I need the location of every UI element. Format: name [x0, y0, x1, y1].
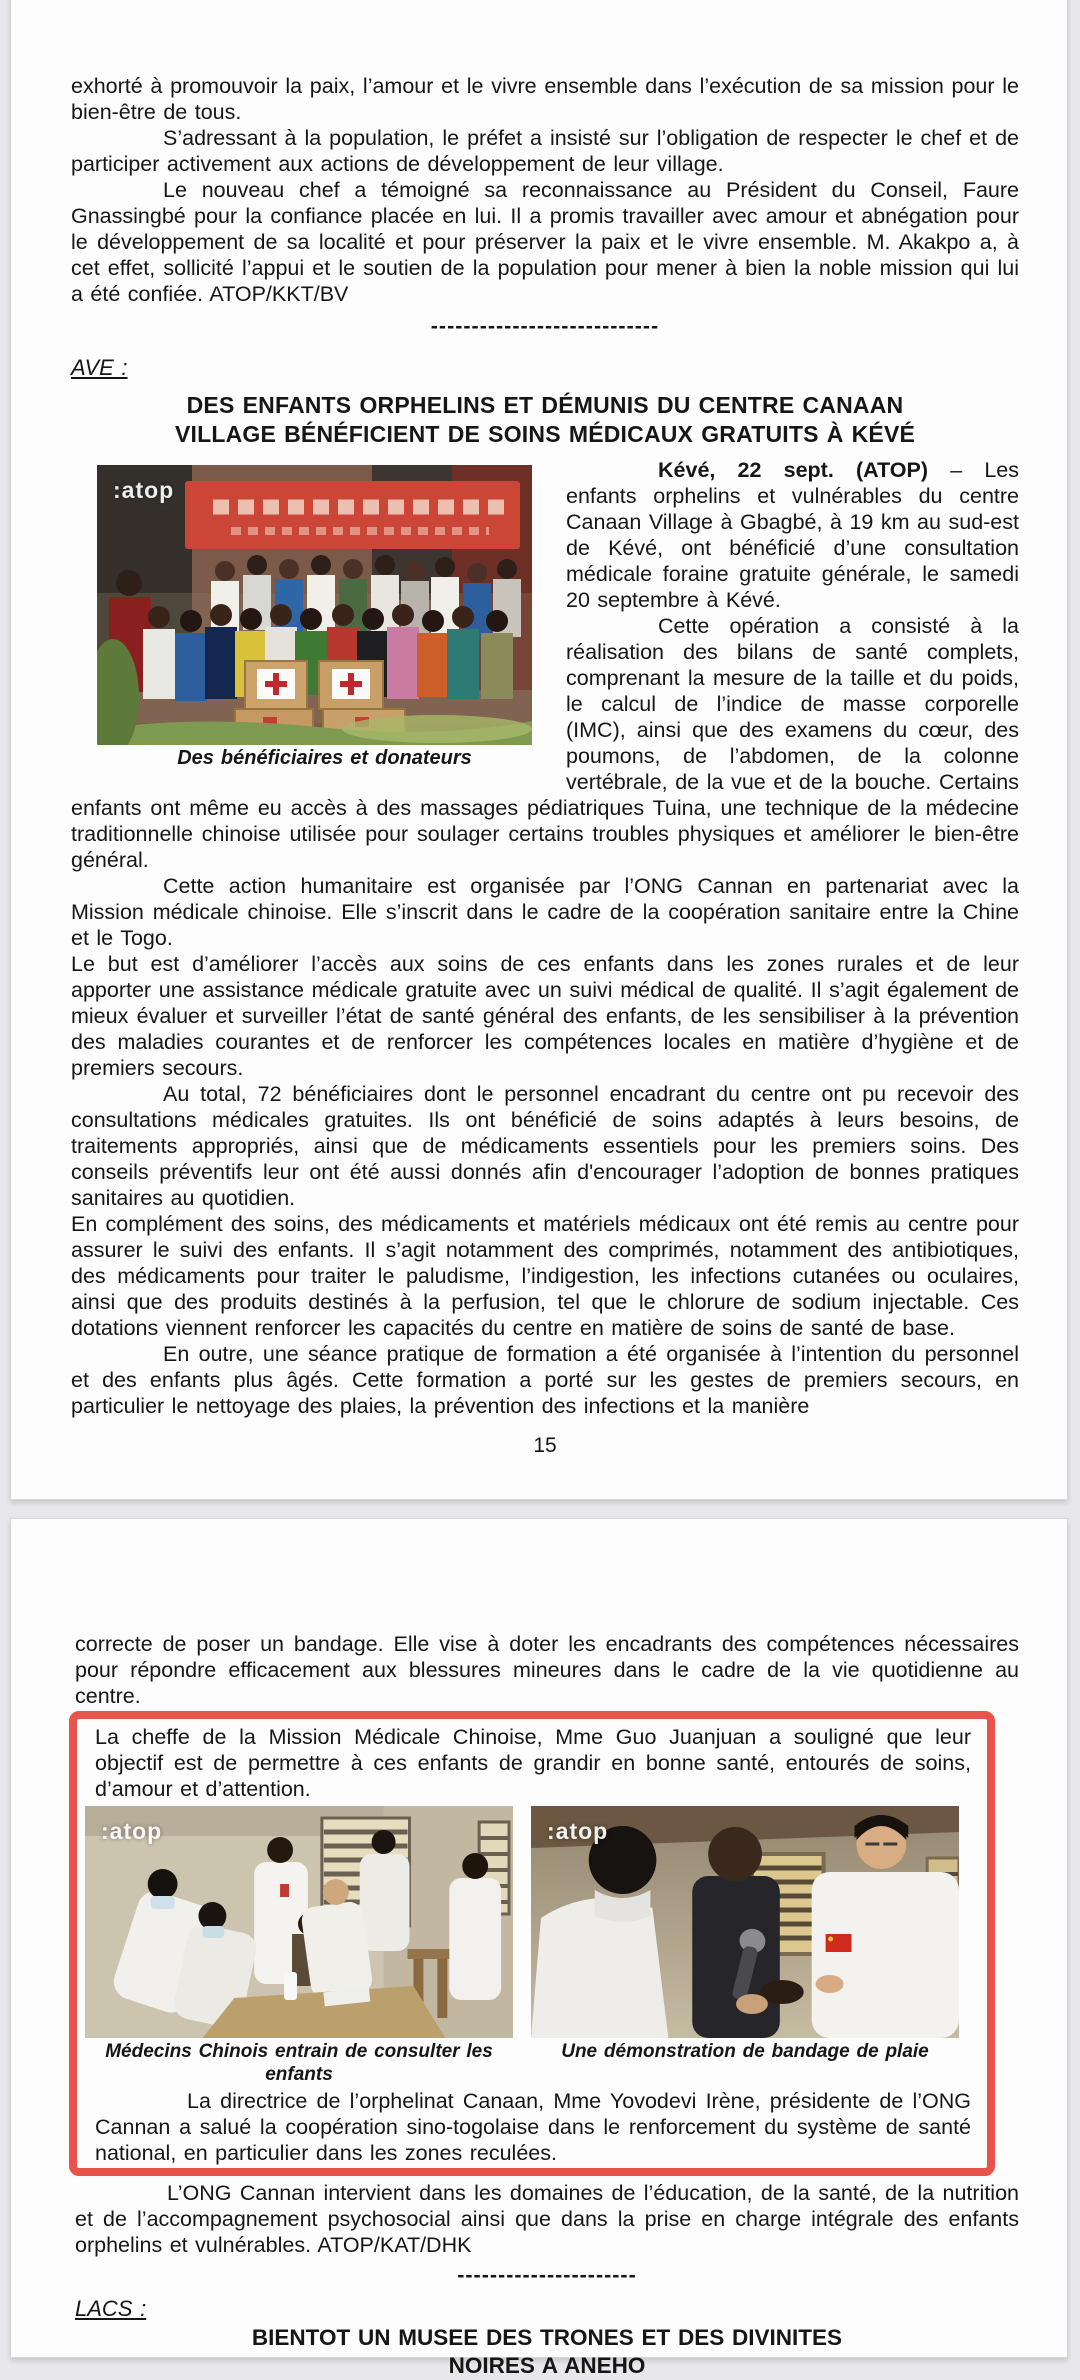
dateline-rest: – Les enfants orphelins et vulnérables du centre Canaan Village à Gbagbé, à 19 km au sud-est de Kévé, ont bénéficié d’une consultation médicale foraine gratuite générale, le samedi 20 septembre à Kévé. — [566, 458, 1019, 612]
photo-bandage-demo — [531, 1806, 959, 2086]
document-page-2 — [10, 1518, 1068, 2378]
photo-bandage-image — [531, 1806, 959, 2038]
paragraph: La directrice de l’orphelinat Canaan, Mme Yovodevi Irène, présidente de l’ONG Cannan a salué la coopération sino-togolaise dans le renforcement du système de santé national, en particulier dans les zones reculées. — [95, 2089, 971, 2165]
section-label-ave: AVE : — [71, 355, 128, 380]
atop-watermark: :atop — [101, 1818, 163, 1844]
photo-group-wrap — [97, 465, 552, 770]
atop-watermark: :atop — [547, 1818, 609, 1844]
paragraph: En complément des soins, des médicaments et matériels médicaux ont été remis au centre pour assurer le suivi des enfants. Il s’agit notamment des comprimés, notamment des antibiotiques, des médicaments pour traiter le paludisme, l’indigestion, les infections cutanées ou oculaires, ainsi que des produits destinés à la perfusion, tel que le chlorure de sodium injectable. Ces dotations viennent renforcer les capacités du centre en matière de soins de santé de base. — [71, 1212, 1019, 1340]
photo-beneficiaries — [97, 465, 552, 770]
paragraph: exhorté à promouvoir la paix, l’amour et le vivre ensemble dans l’exécution de sa mission pour le bien-être de tous. — [71, 74, 1019, 124]
page1-content — [11, 0, 1067, 1459]
page-number: 15 — [533, 1434, 557, 1457]
paragraph: Cette opération a consisté à la réalisation des bilans de santé complets, comprenant la mesure de la taille et du poids, le calcul de l’indice de masse corporelle (IMC), ainsi que des examens du cœur, des poumons, de l’abdomen, de la colonne vertébrale, de la vue et de la bouche. Certains enfants ont même eu accès à des massages pédiatriques Tuina, une technique de la médecine traditionnelle chinoise utilisée pour soulager certains troubles physiques et améliorer le bien-être général. — [71, 614, 1019, 872]
photo-caption-left: Médecins Chinois entrain de consulter les enfants — [105, 2041, 493, 2085]
article-headline: DES ENFANTS ORPHELINS ET DÉMUNIS DU CENTRE CANAAN VILLAGE BÉNÉFICIENT DE SOINS MÉDICAUX GRATUITS À KÉVÉ — [174, 392, 916, 447]
photo-beneficiaries-image — [97, 465, 532, 745]
next-article-headline: BIENTOT UN MUSEE DES TRONES ET DES DIVINITES NOIRES A ANEHO — [251, 2325, 843, 2378]
paragraph: Cette action humanitaire est organisée par l’ONG Cannan en partenariat avec la Mission médicale chinoise. Elle s’inscrit dans le cadre de la coopération sanitaire entre la Chine et le Togo. — [71, 874, 1019, 950]
paragraph: Au total, 72 bénéficiaires dont le personnel encadrant du centre ont pu recevoir des consultations médicales gratuites. Ils ont bénéficié de soins adaptés à leurs besoins, de traitements appropriés, ainsi que de médicaments essentiels pour les premiers soins. Des conseils préventifs leur ont été aussi donnés afin d'encourager l’adoption de bonnes pratiques sanitaires au quotidien. — [71, 1082, 1019, 1210]
photo-caption-right: Une démonstration de bandage de plaie — [561, 2041, 929, 2062]
separator-dashes: ---------------------- — [457, 2263, 637, 2287]
group-photo-illustration — [97, 465, 532, 745]
highlight-box — [69, 1711, 995, 2176]
page2-content — [11, 1519, 1067, 2380]
section-label-lacs: LACS : — [75, 2296, 147, 2321]
paragraph: La cheffe de la Mission Médicale Chinoise, Mme Guo Juanjuan a souligné que leur objectif est de permettre à ces enfants de grandir en bonne santé, entourés de soins, d’amour et d’attention. — [95, 1725, 971, 1801]
photo-caption: Des bénéficiaires et donateurs — [177, 747, 472, 769]
paragraph: L’ONG Cannan intervient dans les domaines de l’éducation, de la santé, de la nutrition et de l’accompagnement psychosocial ainsi que dans la prise en charge intégrale des enfants orphelins et vulnérables. ATOP/KAT/DHK — [75, 2181, 1019, 2257]
document-page-1 — [10, 0, 1068, 1500]
paragraph: En outre, une séance pratique de formation a été organisée à l’intention du personnel et des enfants plus âgés. Cette formation a porté sur les gestes de premiers secours, en particulier le nettoyage des plaies, la prévention des infections et la manière — [71, 1342, 1019, 1418]
paragraph: correcte de poser un bandage. Elle vise à doter les encadrants des compétences nécessaires pour répondre efficacement aux blessures mineures dans le cadre de la vie quotidienne au centre. — [75, 1632, 1019, 1708]
atop-watermark: :atop — [113, 477, 175, 503]
separator-dashes: ---------------------------- — [430, 314, 660, 338]
dateline: Kévé, 22 sept. (ATOP) — [658, 458, 929, 482]
paragraph: S’adressant à la population, le préfet a insisté sur l’obligation de respecter le chef et de participer activement aux actions de développement de leur village. — [71, 126, 1019, 176]
photos-row — [85, 1806, 971, 2086]
photo-consultation — [85, 1806, 513, 2086]
paragraph: Le nouveau chef a témoigné sa reconnaissance au Président du Conseil, Faure Gnassingbé pour la confiance placée en lui. Il a promis travailler avec amour et abnégation pour le développement de sa localité et pour préserver la paix et le vivre ensemble. M. Akakpo a, à cet effet, sollicité l’appui et le soutien de la population pour mener à bien la noble mission qui lui a été confiée. ATOP/KKT/BV — [71, 178, 1019, 306]
photo-consultation-image — [85, 1806, 513, 2038]
paragraph: Le but est d’améliorer l’accès aux soins de ces enfants dans les zones rurales et de leur apporter une assistance médicale gratuite avec un suivi médical de qualité. Il s’agit également de mieux évaluer et surveiller l’état de santé général des enfants, de les sensibiliser à la prévention des maladies courantes et de renforcer les compétences locales en matière d’hygiène et de premiers secours. — [71, 952, 1019, 1080]
